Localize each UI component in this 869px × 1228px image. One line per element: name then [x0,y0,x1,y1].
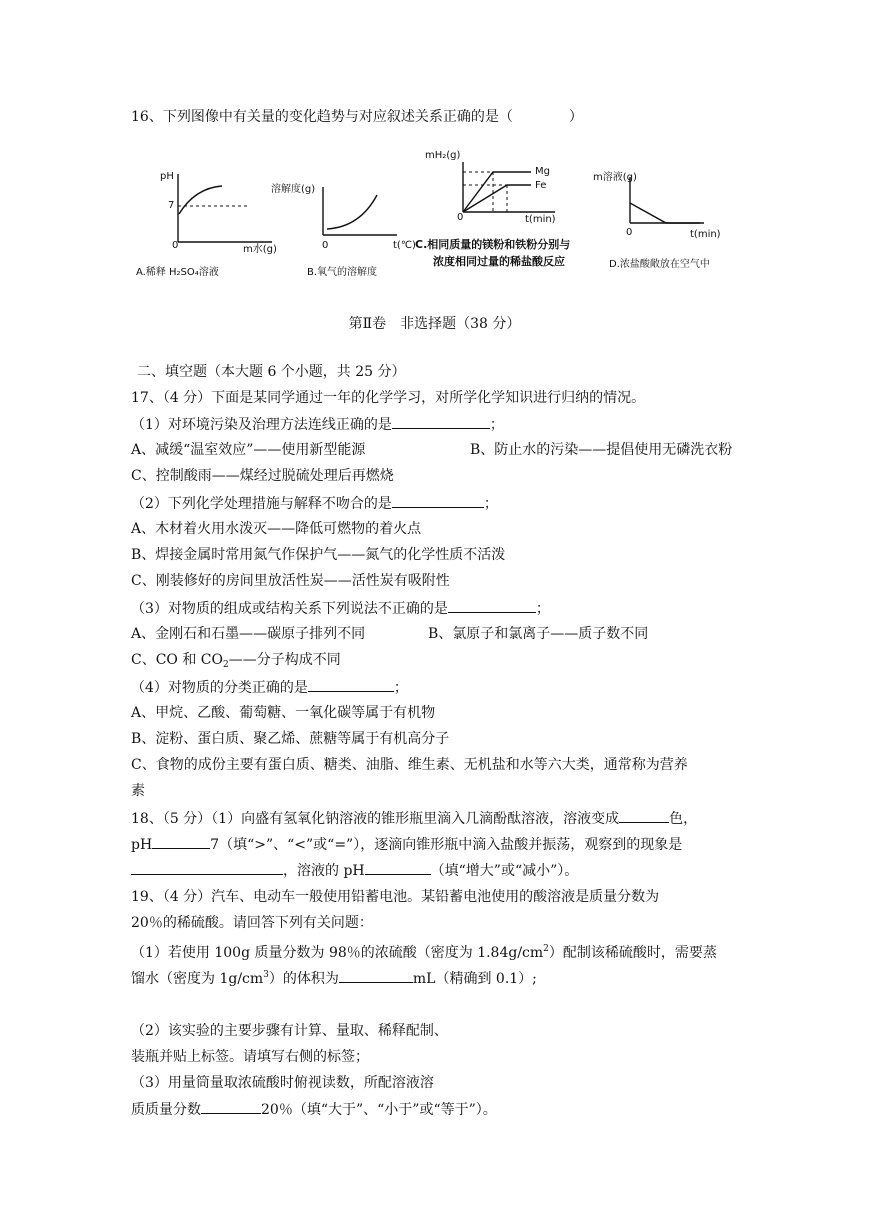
semicolon: ； [393,680,408,696]
graph-a-origin: 0 [172,240,179,251]
q17-p4-option-c-tail: 素 [131,783,145,799]
q19-line6: 装瓶并贴上标签。请填写右侧的标签； [131,1049,369,1065]
q17-part1-blank[interactable] [392,414,490,429]
q18-ph-change-blank[interactable] [365,860,431,875]
q17-p4-option-b: B、淀粉、蛋白质、聚乙烯、蔗糖等属于有机高分子 [131,731,450,747]
q17-p4-option-c: C、食物的成份主要有蛋白质、糖类、油脂、维生素、无机盐和水等六大类，通常称为营养 [131,757,688,773]
q17-part3-blank[interactable] [448,598,536,613]
q17-part2-blank[interactable] [392,493,484,508]
graph-c-series-fe: Fe [535,180,547,191]
q19-line8-tail: 20％（填“大于”、“小于”或“等于”）。 [261,1102,497,1118]
graph-a-tick-7: 7 [168,200,175,211]
q19-line3-tail: ）配制该稀硫酸时，需要蒸 [548,945,717,961]
q18-ph-compare-blank[interactable] [152,834,210,849]
q17-part4-text: （4）对物质的分类正确的是 [131,680,308,696]
q18-line1-text: 18、（5 分）（1）向盛有氢氧化钠溶液的锥形瓶里滴入几滴酚酞溶液，溶液变成 [131,811,620,827]
q18-line2-tail: 7（填“>”、“<”或“=”），逐滴向锥形瓶中滴入盐酸并振荡，观察到的现象是 [210,837,683,853]
graph-c-caption-2: 浓度相同过量的稀盐酸反应 [433,255,565,268]
q19-line8-text: 质质量分数 [131,1102,201,1118]
q19-line4-mid: ）的体积为 [268,971,339,987]
graph-c-origin: 0 [457,212,464,223]
part2-title: 第Ⅱ卷 非选择题（38 分） [348,316,521,332]
graph-c-ylabel: mH₂(g) [425,150,461,161]
graph-d-xlabel: t(min) [690,229,721,240]
graph-d [612,175,722,235]
q18-line1-tail: 色， [669,811,698,827]
q18-phenomenon-blank[interactable] [131,860,283,875]
q19-line3 [131,939,717,963]
q19-line7: （3）用量筒量取浓硫酸时俯视读数，所配溶液溶 [131,1075,434,1091]
graph-a-ylabel: pH [160,171,174,182]
q17-p1-option-b: B、防止水的污染——提倡使用无磷洗衣粉 [470,442,733,458]
subscript-2: 2 [223,660,229,670]
q17-p3-option-c-text: C、CO 和 CO [131,652,223,668]
q17-p3-option-b: B、氯原子和氯离子——质子数不同 [428,626,649,642]
graph-a-caption: A.稀释 H₂SO₄溶液 [136,267,219,278]
q19-line4 [131,965,537,989]
q17-part2 [131,493,498,514]
q17-part2-text: （2）下列化学处理措施与解释不吻合的是 [131,496,392,512]
graph-b [305,185,405,249]
graph-c-series-mg: Mg [535,166,550,177]
q19-line2: 20％的稀硫酸。请回答下列有关问题： [131,915,373,931]
q17-stem: 17、（4 分）下面是某同学通过一年的化学学习，对所学化学知识进行归纳的情况。 [131,390,646,406]
q17-part1-text: （1）对环境污染及治理方法连线正确的是 [131,417,392,433]
graph-c-caption-1: C.相同质量的镁粉和铁粉分别与 [415,238,571,251]
q17-p4-option-a: A、甲烷、乙酸、葡萄糖、一氧化碳等属于有机物 [131,705,436,721]
q18-line2 [131,834,682,855]
q17-p2-option-c: C、刚装修好的房间里放活性炭——活性炭有吸附性 [131,573,450,589]
q17-part3 [131,598,550,619]
graph-b-origin: 0 [322,240,329,251]
q19-line1: 19、（4 分）汽车、电动车一般使用铅蓄电池。某铅蓄电池使用的酸溶液是质量分数为 [131,889,660,905]
graph-b-ylabel: 溶解度(g) [271,184,316,195]
q17-part3-text: （3）对物质的组成或结构关系下列说法不正确的是 [131,601,448,617]
semicolon: ； [535,601,550,617]
q19-line8 [131,1099,497,1120]
graph-d-caption: D.浓盐酸敞放在空气中 [609,259,710,270]
q19-line4-text: 馏水（密度为 1g/cm [131,971,264,987]
q18-line3 [131,860,578,881]
q18-line3-text: ，溶液的 pH [283,863,365,879]
q19-volume-blank[interactable] [339,968,413,983]
q16-stem: 16、下列图像中有关量的变化趋势与对应叙述关系正确的是（ ） [131,109,583,125]
graph-c-xlabel: t(min) [525,214,556,225]
q18-line3-tail: （填“增大”或“减小”）。 [430,863,579,879]
q19-concentration-blank[interactable] [201,1099,261,1114]
q18-line2-text: pH [131,837,153,853]
q17-p3-option-a: A、金刚石和石墨——碳原子排列不同 [131,626,366,642]
q19-line4-tail: mL（精确到 0.1）; [412,971,537,987]
q17-p2-option-a: A、木材着火用水泼灭——降低可燃物的着火点 [131,521,422,537]
superscript-3: 3 [263,970,269,980]
superscript-2: 2 [543,944,549,954]
q17-p2-option-b: B、焊接金属时常用氮气作保护气——氮气的化学性质不活泼 [131,547,506,563]
q17-part1 [131,414,504,435]
q19-line3-text: （1）若使用 100g 质量分数为 98％的浓硫酸（密度为 1.84g/cm [131,945,544,961]
q18-line1 [131,808,697,829]
section2-heading: 二、填空题（本大题 6 个小题，共 25 分） [137,364,406,380]
q17-part4 [131,677,408,698]
q17-part4-blank[interactable] [308,677,394,692]
q17-p1-option-a: A、减缓“温室效应”——使用新型能源 [131,442,366,458]
semicolon: ； [489,417,504,433]
graph-d-ylabel: m溶液(g) [593,172,637,183]
q19-line5: （2）该实验的主要步骤有计算、量取、稀释配制、 [131,1023,448,1039]
graph-b-caption: B.氧气的溶解度 [307,267,378,278]
graph-a-xlabel: m水(g) [243,244,277,255]
q17-p3-option-c [131,650,341,675]
q18-color-blank[interactable] [619,808,669,823]
q17-p1-option-c: C、控制酸雨——煤经过脱硫处理后再燃烧 [131,468,394,484]
graph-b-xlabel: t(℃) [393,240,416,251]
graph-d-origin: 0 [626,227,633,238]
semicolon: ； [483,496,498,512]
q17-p3-option-c-text-tail: ——分子构成不同 [228,652,341,668]
